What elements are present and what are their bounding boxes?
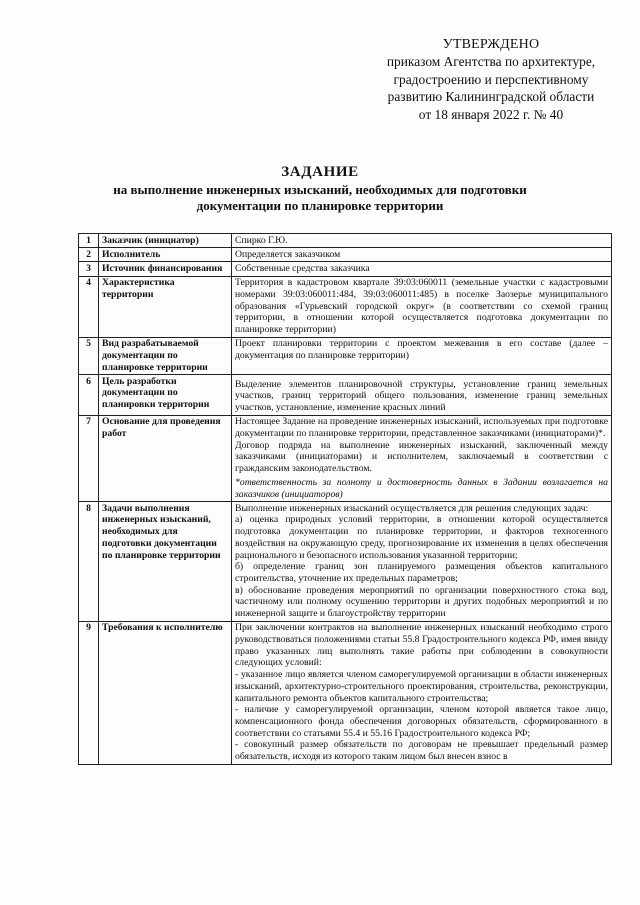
document-subtitle: на выполнение инженерных изысканий, необходимых для подготовки [113,181,527,197]
table-row [79,337,612,375]
table-row [79,415,612,501]
row-label: Цель разработки документации по планировки территории [99,375,232,416]
row-number: 5 [79,337,99,375]
approval-line: развитию Калининградской области [387,89,595,105]
row-paragraph: Проект планировки территории с проектом межевания в его составе (далее – документация по планировке территории) [235,338,608,361]
table-row [79,276,612,337]
row-number: 6 [79,375,99,416]
task-table [78,233,612,765]
row-label: Характеристика территории [99,276,232,337]
row-value [232,248,612,262]
row-paragraph: Территория в кадастровом квартале 39:03:060011 (земельные участки с кадастровыми номерами 39:03:060011:484, 39:03:060011:485) в поселке Заозерье муниципального образования «Гурьевский городской округ» (в соответствии со схемой границ территории, в отношении которой осуществляется подготовка документации по планировке территории) [235,277,608,335]
row-value [232,234,612,248]
table-row [79,502,612,622]
row-paragraph: Выделение элементов планировочной структуры, установление границ земельных участков, границ территорий общего пользования, изменение границ земельных участков, установление, изменение красных линий [235,378,608,414]
row-paragraph: При заключении контрактов на выполнение инженерных изысканий необходимо строго руководствоваться положениями статьи 55.8 Градостроительного кодекса РФ, имея ввиду право указанных лиц выполнять такие работы при соблюдении в совокупности следующих условий: [235,622,608,669]
approval-title: УТВЕРЖДЕНО [442,37,540,52]
row-value [232,337,612,375]
row-label: Заказчик (инициатор) [99,234,232,248]
row-label: Основание для проведения работ [99,415,232,501]
row-paragraph: Настоящее Задание на проведение инженерных изысканий, используемых при подготовке документации по планировке территории, представленное заказчиками (инициаторами)*. [235,416,608,440]
row-paragraph: Выполнение инженерных изысканий осуществляется для решения следующих задач: [235,502,589,514]
row-paragraph: в) обоснование проведения мероприятий по организации поверхностного стока вод, частичному или полному осушению территории и других подобных мероприятий и по инженерной защите и благоустройству территории [235,584,608,620]
row-value [232,262,612,276]
row-value [232,415,612,501]
row-paragraph: Спирко Г.Ю. [235,234,288,246]
row-number: 8 [79,502,99,622]
table-row [79,375,612,416]
row-label: Задачи выполнения инженерных изысканий, необходимых для подготовки документации по планировке территории [99,502,232,622]
row-paragraph: - указанное лицо является членом саморегулируемой организации в области инженерных изысканий, архитектурно-строительного проектирования, строительства, реконструкции, капитального ремонта объектов капитального строительства; [235,669,608,704]
row-value [232,621,612,764]
table-row [79,621,612,764]
document-title: ЗАДАНИЕ [281,164,359,180]
row-label: Исполнитель [99,248,232,262]
row-paragraph: Собственные средства заказчика [235,262,370,274]
row-number: 4 [79,276,99,337]
row-label: Источник финансирования [99,262,232,276]
document-subtitle: документации по планировке территории [196,198,444,213]
approval-stamp [360,36,622,123]
row-number: 2 [79,248,99,262]
row-number: 1 [79,234,99,248]
row-paragraph: Определяется заказчиком [235,248,341,260]
footnote: *ответственность за полноту и достоверность данных в Задании возлагается на заказчиков (инициаторов) [235,476,608,500]
row-value [232,502,612,622]
row-number: 9 [79,621,99,764]
table-row [79,248,612,262]
row-paragraph: Договор подряда на выполнение инженерных изысканий, заключенный между заказчиками (инициаторами) и исполнителем, заключаемый в соответствии с гражданским законодательством. [235,439,608,475]
approval-line: приказом Агентства по архитектуре, [386,54,596,70]
row-number: 3 [79,262,99,276]
approval-date: от 18 января 2022 г. № 40 [418,106,564,122]
row-value [232,276,612,337]
row-number: 7 [79,415,99,501]
table-row [79,262,612,276]
row-paragraph: а) оценка природных условий территории, в отношении которой осуществляется подготовка документации по планировке территории, и факторов техногенного воздействия на окружающую среду, прогнозирование их изменения в целях обеспечения рационального и безопасного использования указанной территории; [235,514,608,561]
row-paragraph: - совокупный размер обязательств по договорам не превышает предельный размер обязательств, исходя из которого таким лицом был внесен взнос в [235,739,608,763]
document-heading [0,164,640,215]
table-row [79,234,612,248]
row-paragraph: б) определение границ зон планируемого размещения объектов капитального строительства, уточнение их предельных параметров; [235,561,608,584]
row-value [232,375,612,416]
row-paragraph: - наличие у саморегулируемой организации, членом которой является такое лицо, компенсационного фонда обеспечения договорных обязательств, сформированного в соответствии со статьями 55.4 и 55.16 Градостроительного кодекса РФ; [235,704,608,739]
approval-line: градостроению и перспективному [393,71,589,87]
row-label: Требования к исполнителю [99,621,232,764]
row-label: Вид разрабатываемой документации по планировке территории [99,337,232,375]
